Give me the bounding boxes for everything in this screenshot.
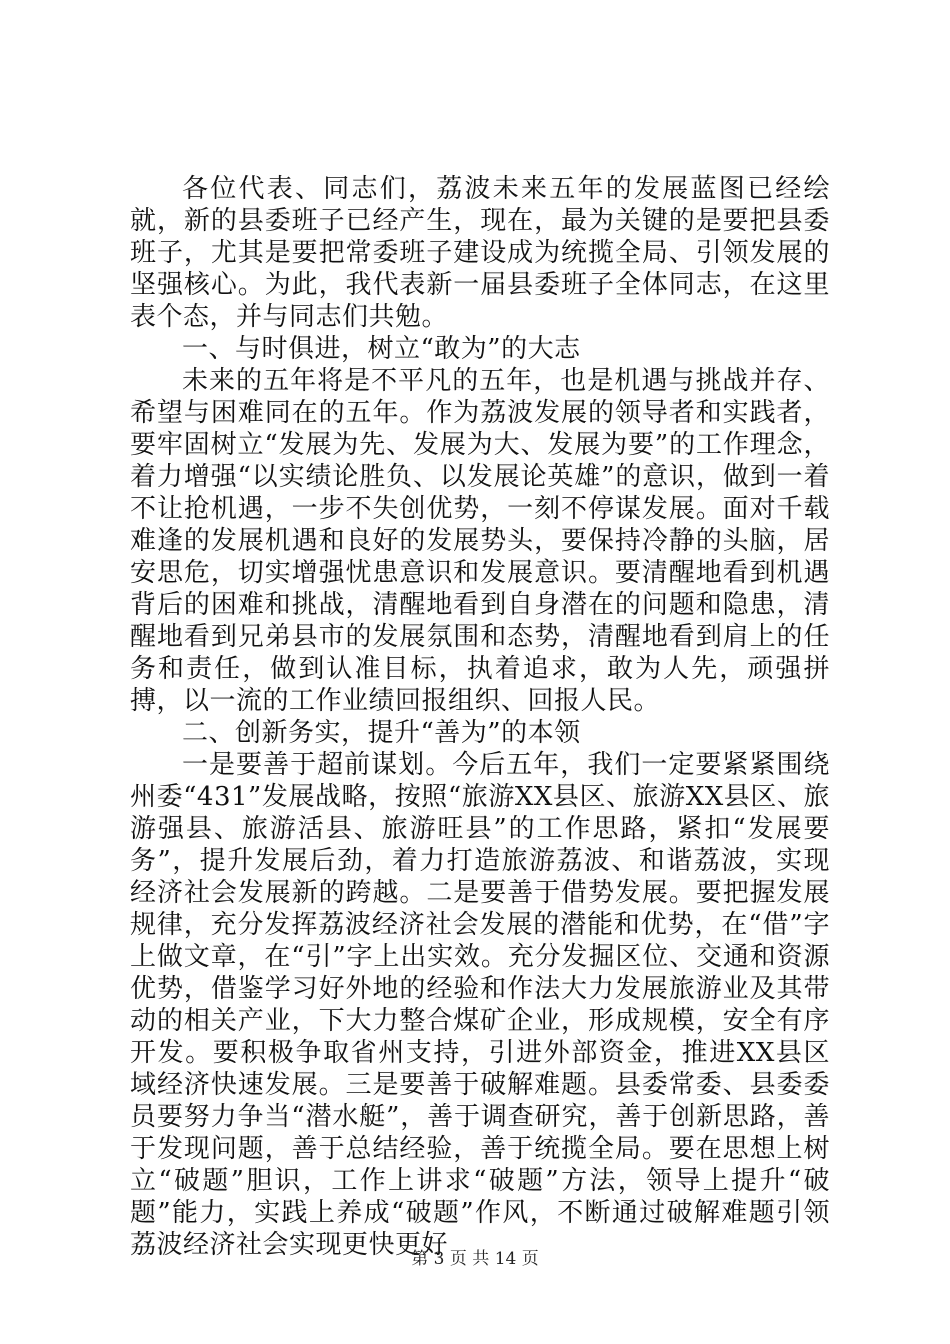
document-body <box>130 173 830 1261</box>
paragraph-section-1: 未来的五年将是不平凡的五年，也是机遇与挑战并存、希望与困难同在的五年。作为荔波发展的领导者和实践者，要牢固树立“发展为先、发展为大、发展为要”的工作理念，着力增强“以实绩论胜负、以发展论英雄”的意识，做到一着不让抢机遇，一步不失创优势，一刻不停谋发展。面对千载难逢的发展机遇和良好的发展势头，要保持冷静的头脑，居安思危，切实增强忧患意识和发展意识。要清醒地看到机遇背后的困难和挑战，清醒地看到自身潜在的问题和隐患，清醒地看到兄弟县市的发展氛围和态势，清醒地看到肩上的任务和责任，做到认准目标，执着追求，敢为人先，顽强拼搏，以一流的工作业绩回报组织、回报人民。 <box>130 366 830 716</box>
paragraph-opening: 各位代表、同志们，荔波未来五年的发展蓝图已经绘就，新的县委班子已经产生，现在，最为关键的是要把县委班子，尤其是要把常委班子建设成为统揽全局、引领发展的坚强核心。为此，我代表新一届县委班子全体同志，在这里表个态，并与同志们共勉。 <box>130 174 830 332</box>
page-number-footer: 第 3 页 共 14 页 <box>411 1249 539 1269</box>
section-heading-1: 一、与时俱进，树立“敢为”的大志 <box>182 334 581 364</box>
section-heading-2: 二、创新务实，提升“善为”的本领 <box>182 718 581 748</box>
paragraph-section-2: 一是要善于超前谋划。今后五年，我们一定要紧紧围绕州委“431”发展战略，按照“旅游XX县区、旅游XX县区、旅游强县、旅游活县、旅游旺县”的工作思路，紧扣“发展要务”，提升发展后劲，着力打造旅游荔波、和谐荔波，实现经济社会发展新的跨越。二是要善于借势发展。要把握发展规律，充分发挥荔波经济社会发展的潜能和优势，在“借”字上做文章，在“引”字上出实效。充分发掘区位、交通和资源优势，借鉴学习好外地的经验和作法大力发展旅游业及其带动的相关产业，下大力整合煤矿企业，形成规模，安全有序开发。要积极争取省州支持，引进外部资金，推进XX县区域经济快速发展。三是要善于破解难题。县委常委、县委委员要努力争当“潜水艇”，善于调查研究，善于创新思路，善于发现问题，善于总结经验，善于统揽全局。要在思想上树立“破题”胆识，工作上讲求“破题”方法，领导上提升“破题”能力，实践上养成“破题”作风，不断通过破解难题引领荔波经济社会实现更快更好 <box>130 750 830 1260</box>
